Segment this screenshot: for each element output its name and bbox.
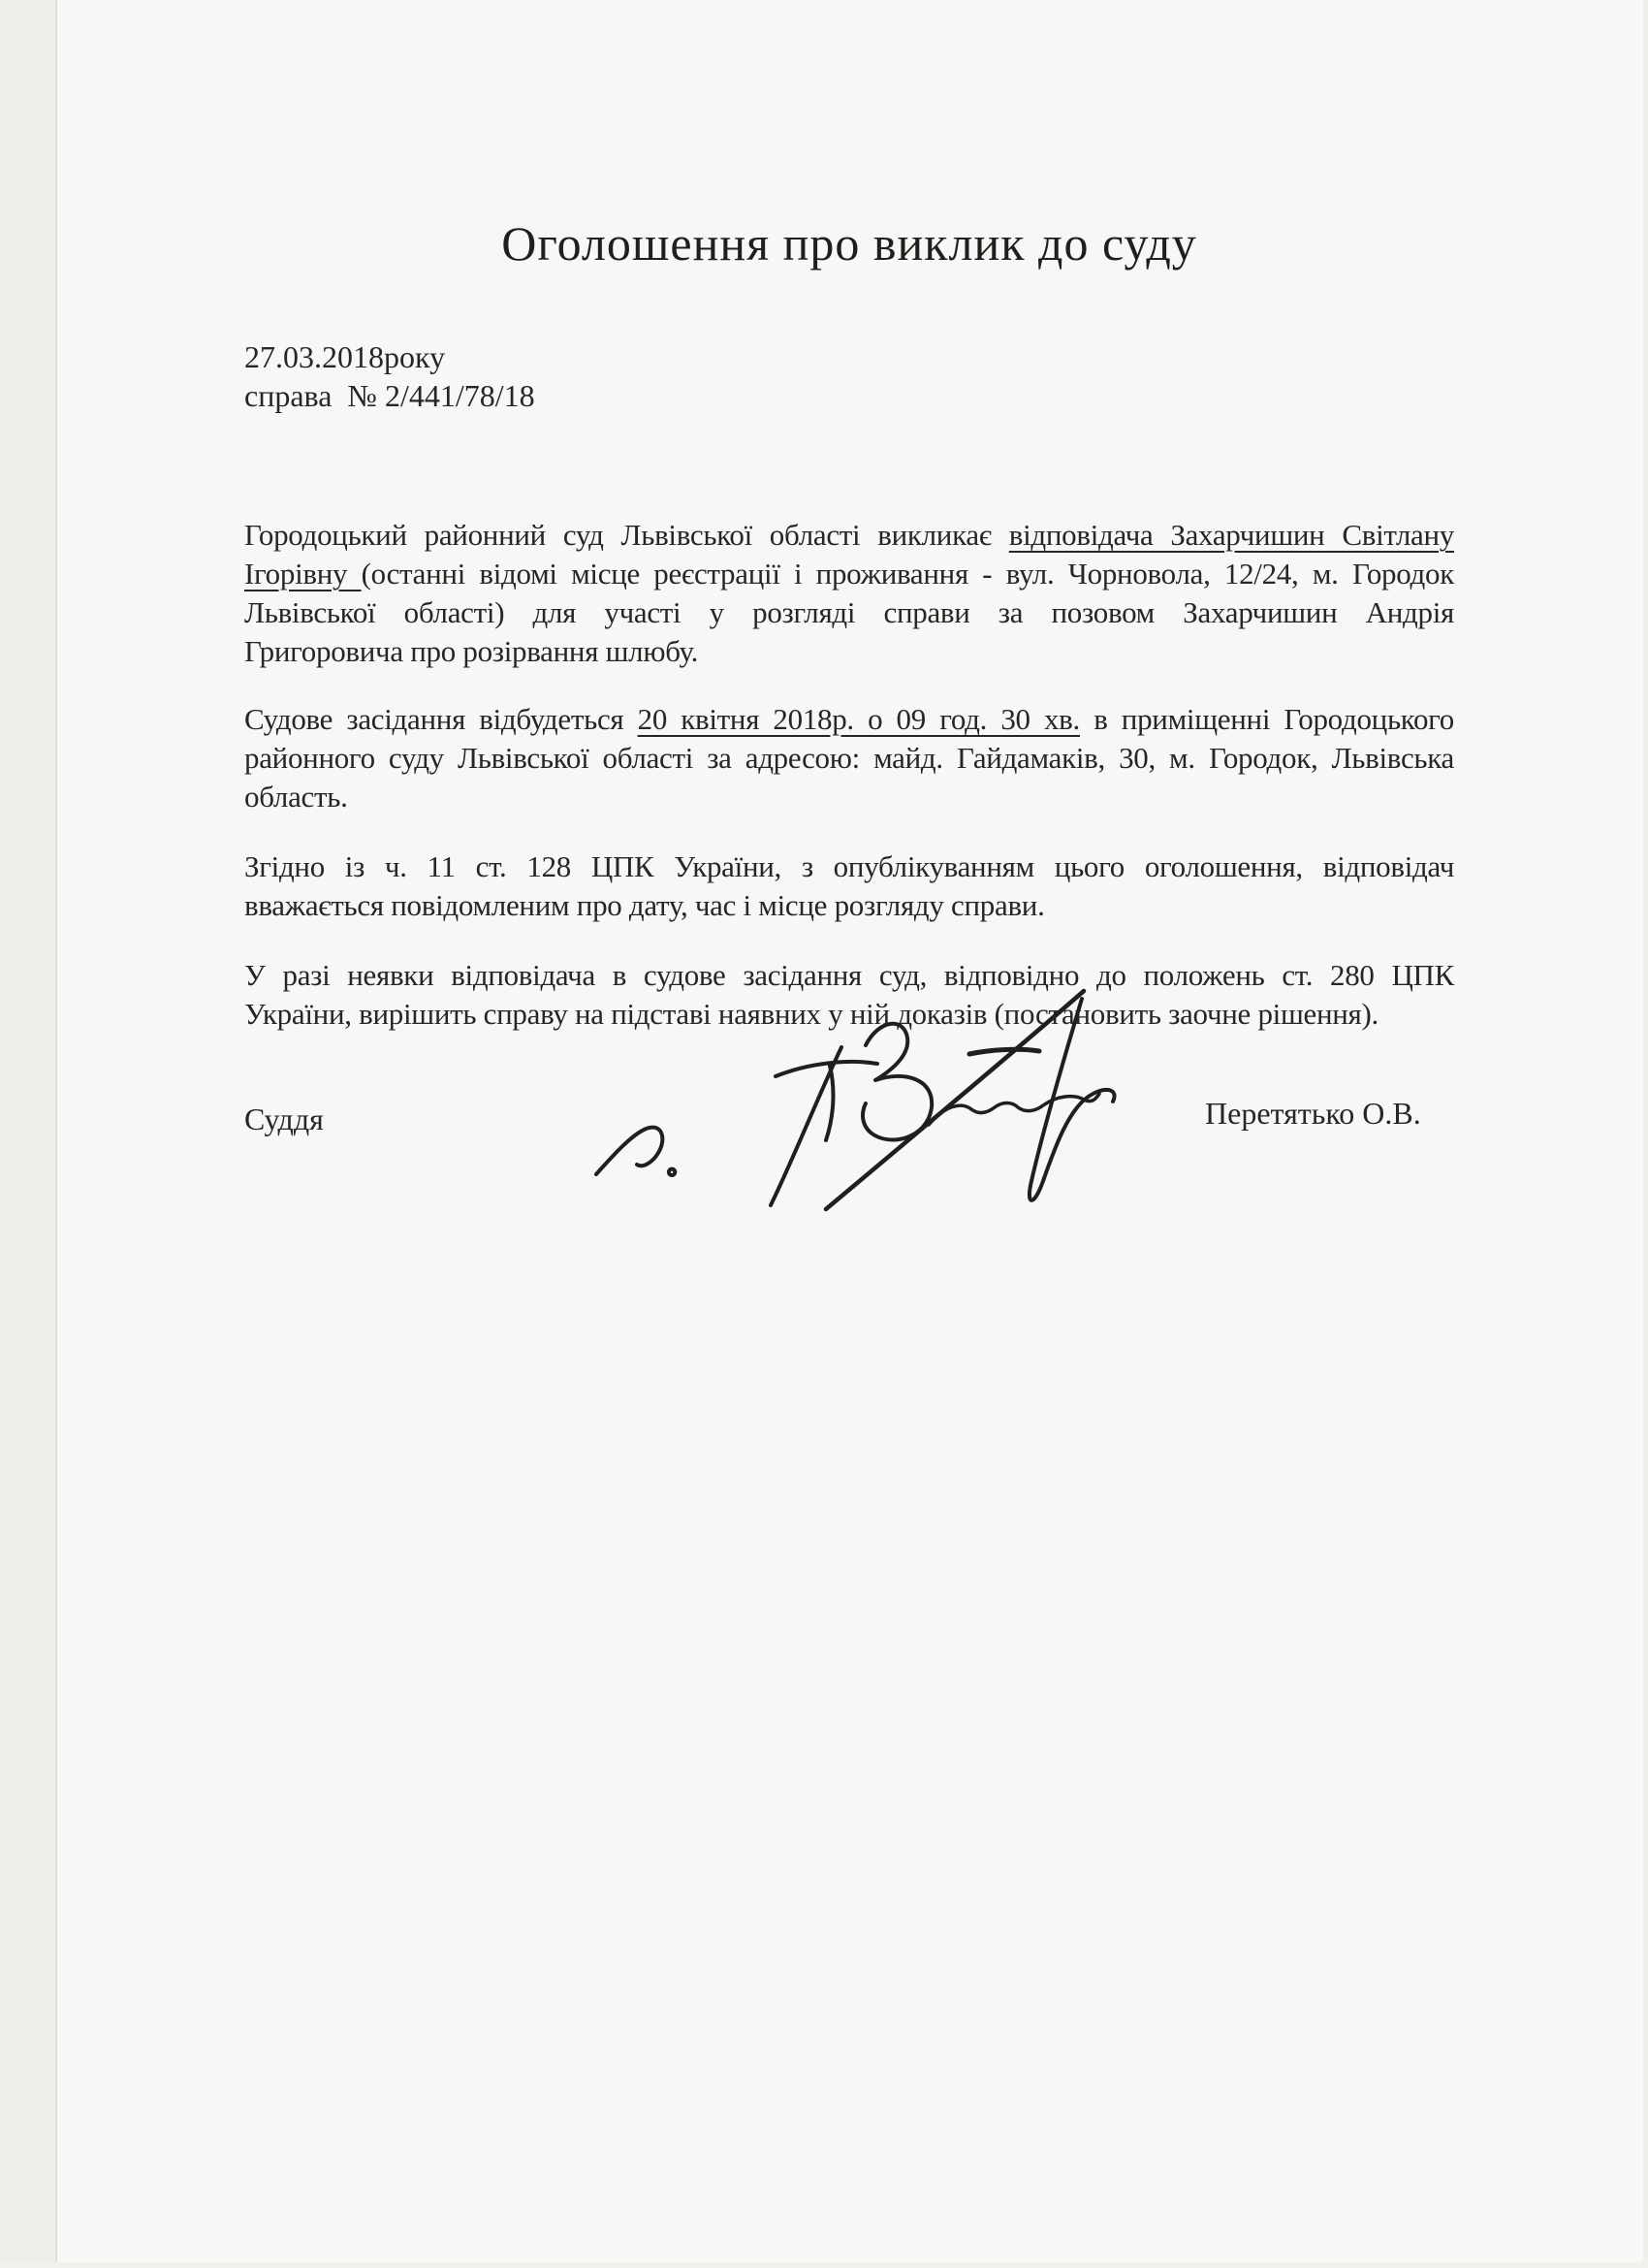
paragraph-hearing-line-3: область. [244, 780, 348, 814]
case-number: справа № 2/441/78/18 [244, 378, 535, 413]
paragraph-summons-line-1 [244, 516, 1454, 555]
summons-court-text: Городоцький районний суд Львівської області викликає [244, 518, 1009, 552]
paragraph-hearing-line-2: районного суду Львівської області за адресою: майд. Гайдамаків, 30, м. Городок, Львівська [244, 741, 1454, 775]
judge-role-label: Суддя [244, 1102, 324, 1136]
document-meta [244, 337, 535, 415]
paragraph-legal-basis-line-1: Згідно із ч. 11 ст. 128 ЦПК України, з опублікуванням цього оголошення, відповідач [244, 849, 1454, 883]
paragraph-consequences-line-1: У разі неявки відповідача в судове засідання суд, відповідно до положень ст. 280 ЦПК [244, 958, 1454, 992]
paragraph-consequences [244, 956, 1454, 1034]
defendant-patronymic-underlined: Ігорівну [244, 557, 362, 591]
paragraph-hearing [244, 700, 1454, 816]
judge-name: Перетятько О.В. [1205, 1096, 1421, 1131]
paragraph-summons-line-2 [244, 555, 1454, 593]
scanner-edge-strip-left [0, 0, 57, 2268]
document-date: 27.03.2018року [244, 339, 446, 374]
scanner-edge-strip-bottom [0, 2262, 1648, 2268]
defendant-address-text: (останні відомі місце реєстрації і проживання - вул. Чорновола, 12/24, м. Городок [361, 557, 1454, 591]
paragraph-legal-basis [244, 847, 1454, 925]
paragraph-summons-line-3: Львівської області) для участі у розгляді справи за позовом Захарчишин Андрія [244, 595, 1454, 629]
paragraph-summons-line-4: Григоровича про розірвання шлюбу. [244, 634, 699, 668]
paragraph-hearing-line-1 [244, 700, 1454, 739]
paragraph-consequences-line-2: України, вирішить справу на підставі наявних у ній доказів (постановить заочне рішення). [244, 997, 1379, 1031]
hearing-location-text: в приміщенні Городоцького [1079, 702, 1455, 736]
hearing-datetime-underlined: 20 квітня 2018р. о 09 год. 30 хв. [637, 702, 1080, 736]
paragraph-summons [244, 516, 1454, 671]
scanner-edge-strip-right [1643, 0, 1648, 2268]
defendant-name-underlined: відповідача Захарчишин Світлану [1008, 518, 1454, 552]
paragraph-legal-basis-line-2: вважається повідомленим про дату, час і місце розгляду справи. [244, 888, 1045, 922]
document-title: Оголошення про виклик до суду [501, 216, 1197, 271]
hearing-intro-text: Судове засідання відбудеться [244, 702, 638, 736]
